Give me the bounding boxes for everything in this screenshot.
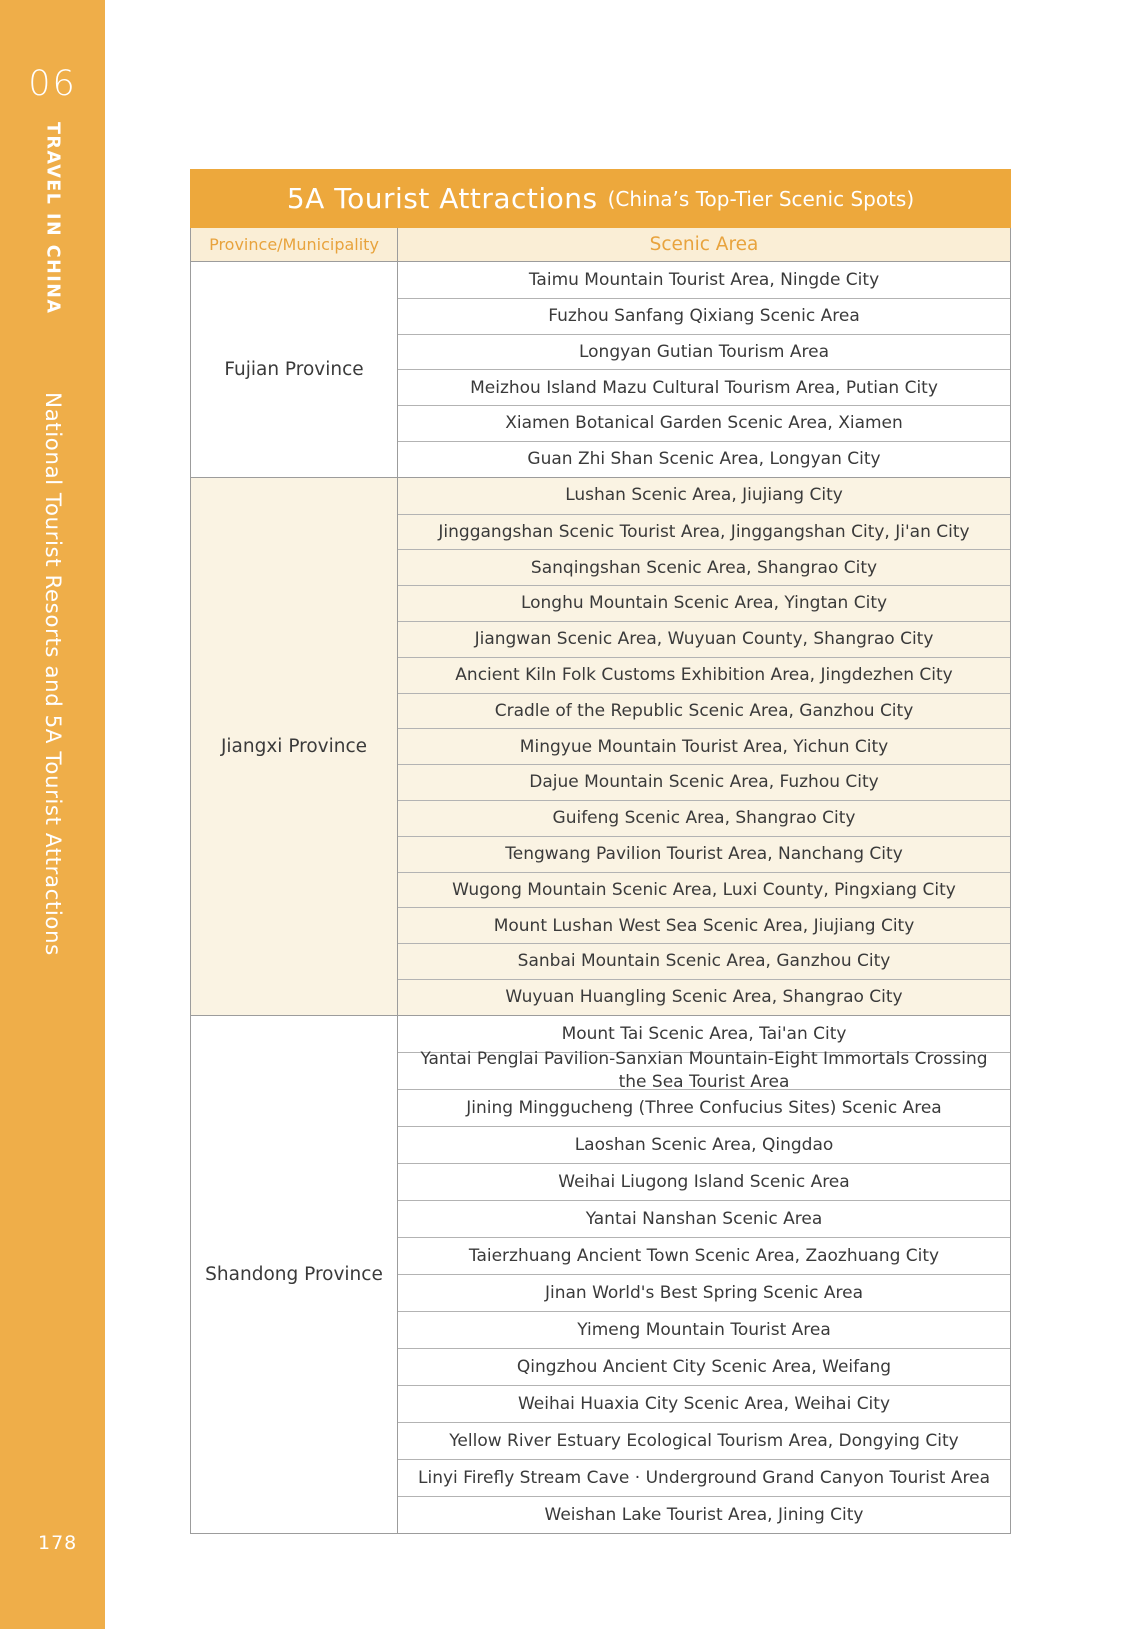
table-body [190, 228, 1011, 1534]
scenic-area-row: Yellow River Estuary Ecological Tourism Area, Dongying City [398, 1422, 1010, 1459]
scenic-area-row: Meizhou Island Mazu Cultural Tourism Area, Putian City [398, 369, 1010, 405]
scenic-area-row: Fuzhou Sanfang Qixiang Scenic Area [398, 298, 1010, 334]
table-subtitle: (China’s Top-Tier Scenic Spots) [607, 186, 915, 211]
scenic-area-row: Jinggangshan Scenic Tourist Area, Jinggangshan City, Ji'an City [398, 514, 1010, 550]
province-cell: Fujian Province [191, 262, 398, 477]
province-cell: Jiangxi Province [191, 478, 398, 1015]
scenic-area-row: Mount Tai Scenic Area, Tai'an City [561, 1023, 847, 1044]
province-group [191, 477, 1010, 1015]
scenic-area-row: Linyi Firefly Stream Cave · Underground Grand Canyon Tourist Area [398, 1459, 1010, 1496]
scenic-area-rows [398, 262, 1010, 477]
scenic-area-row: Jining Minggucheng (Three Confucius Sites) Scenic Area [398, 1089, 1010, 1126]
scenic-area-row: Yimeng Mountain Tourist Area [398, 1311, 1010, 1348]
scenic-area-row: Weishan Lake Tourist Area, Jining City [398, 1496, 1010, 1533]
scenic-area-row: Sanqingshan Scenic Area, Shangrao City [398, 549, 1010, 585]
table-groups [191, 261, 1010, 1533]
scenic-area-row: Ancient Kiln Folk Customs Exhibition Area, Jingdezhen City [398, 657, 1010, 693]
table-header-row [191, 228, 1010, 261]
scenic-area-row: Yantai Penglai Pavilion-Sanxian Mountain-Eight Immortals Crossing the Sea Tourist Area [398, 1052, 1010, 1089]
scenic-area-rows [398, 1016, 1010, 1533]
scenic-area-row: Mingyue Mountain Tourist Area, Yichun City [398, 728, 1010, 764]
scenic-area-row: Qingzhou Ancient City Scenic Area, Weifang [398, 1348, 1010, 1385]
scenic-area-row: Taimu Mountain Tourist Area, Ningde City [528, 269, 880, 290]
scenic-area-row: Wugong Mountain Scenic Area, Luxi County, Pingxiang City [398, 872, 1010, 908]
scenic-area-row: Longyan Gutian Tourism Area [398, 334, 1010, 370]
attractions-table [190, 169, 1011, 1534]
scenic-area-row: Dajue Mountain Scenic Area, Fuzhou City [398, 764, 1010, 800]
province-group [191, 1015, 1010, 1533]
scenic-area-row: Xiamen Botanical Garden Scenic Area, Xiamen [398, 405, 1010, 441]
scenic-area-row: Taierzhuang Ancient Town Scenic Area, Zaozhuang City [398, 1237, 1010, 1274]
province-cell: Shandong Province [191, 1016, 398, 1533]
province-group [191, 261, 1010, 477]
scenic-area-row: Laoshan Scenic Area, Qingdao [398, 1126, 1010, 1163]
scenic-area-row: Mount Lushan West Sea Scenic Area, Jiujiang City [398, 907, 1010, 943]
chapter-sidebar [0, 0, 105, 1629]
scenic-area-row: Cradle of the Republic Scenic Area, Ganzhou City [398, 693, 1010, 729]
scenic-area-row: Sanbai Mountain Scenic Area, Ganzhou City [398, 943, 1010, 979]
column-header-scenic-area: Scenic Area [649, 234, 759, 255]
scenic-area-row: Longhu Mountain Scenic Area, Yingtan City [398, 585, 1010, 621]
scenic-area-row: Weihai Huaxia City Scenic Area, Weihai City [398, 1385, 1010, 1422]
scenic-area-row: Yantai Nanshan Scenic Area [398, 1200, 1010, 1237]
scenic-area-row: Guan Zhi Shan Scenic Area, Longyan City [398, 441, 1010, 477]
scenic-area-row: Weihai Liugong Island Scenic Area [398, 1163, 1010, 1200]
scenic-area-row: Jinan World's Best Spring Scenic Area [398, 1274, 1010, 1311]
chapter-number: 06 [28, 64, 77, 104]
scenic-area-row: Lushan Scenic Area, Jiujiang City [565, 485, 843, 506]
scenic-area-row: Guifeng Scenic Area, Shangrao City [398, 800, 1010, 836]
scenic-area-rows [398, 478, 1010, 1015]
chapter-title: TRAVEL IN CHINA [42, 122, 63, 315]
scenic-area-row: Wuyuan Huangling Scenic Area, Shangrao City [398, 979, 1010, 1015]
scenic-area-row: Jiangwan Scenic Area, Wuyuan County, Shangrao City [398, 621, 1010, 657]
column-header-province: Province/Municipality [191, 228, 398, 261]
table-title-bar [190, 169, 1011, 228]
scenic-area-row: Tengwang Pavilion Tourist Area, Nanchang City [398, 836, 1010, 872]
section-title: National Tourist Resorts and 5A Tourist Attractions [40, 392, 65, 956]
page-number: 178 [38, 1532, 78, 1554]
table-title: 5A Tourist Attractions [286, 182, 598, 215]
